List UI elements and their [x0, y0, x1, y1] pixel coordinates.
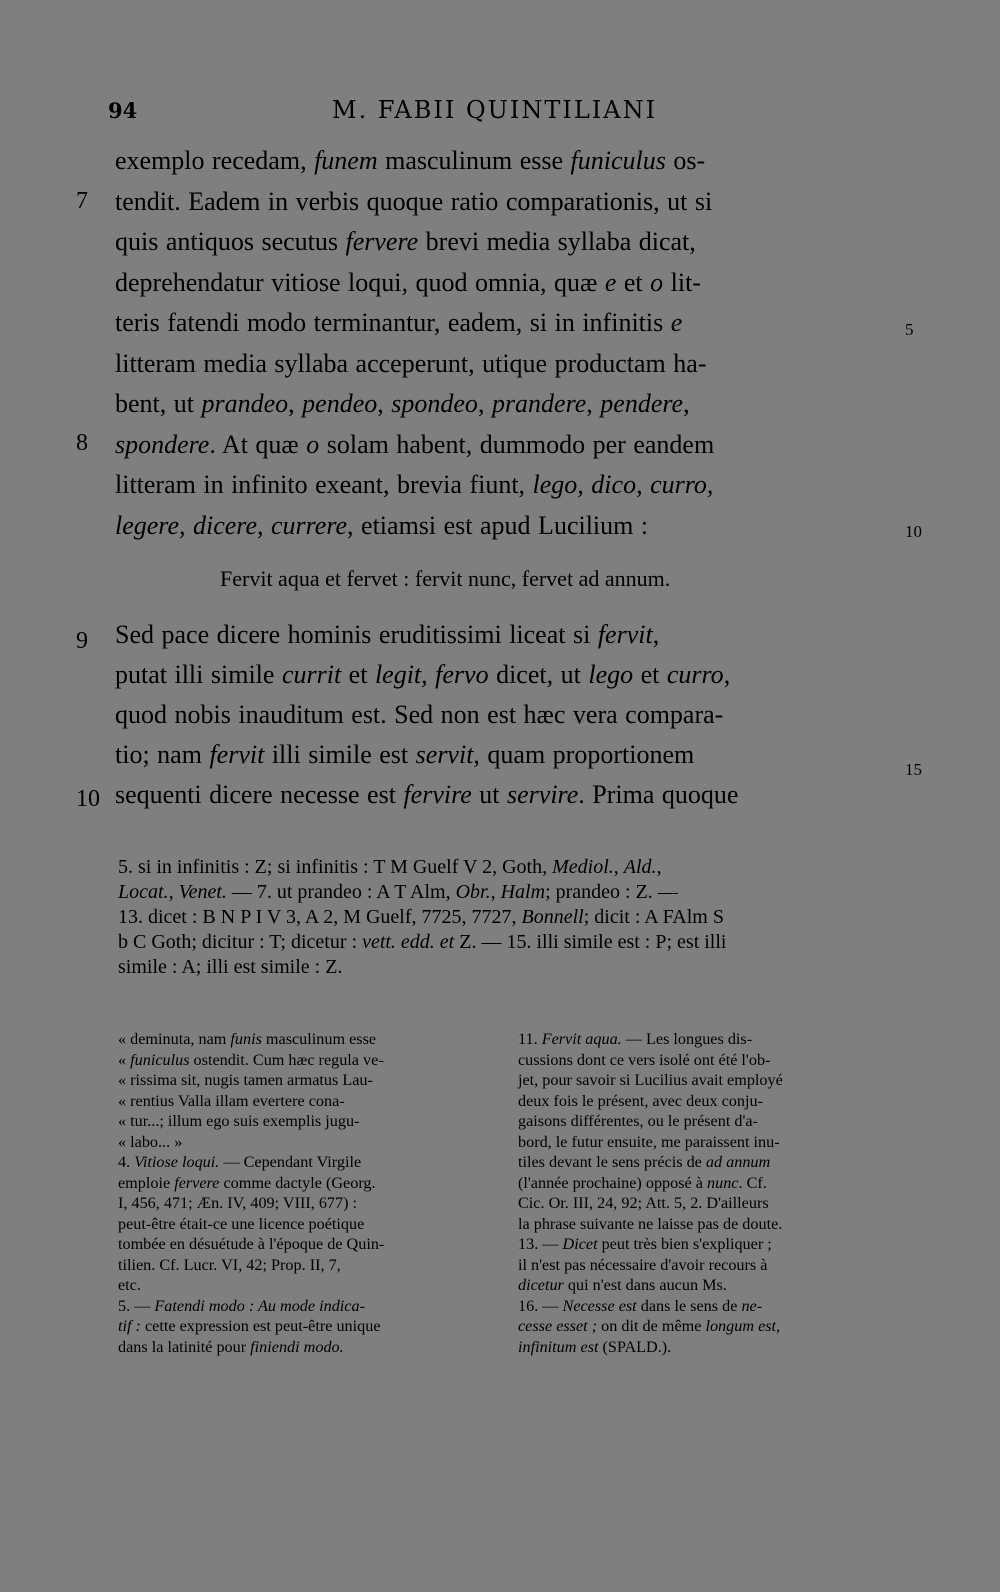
- text-line: [118, 1071, 373, 1090]
- text-segment: sequenti dicere necesse est: [115, 780, 404, 809]
- text-segment: funiculus: [570, 146, 666, 175]
- text-segment: Fervit aqua.: [541, 1030, 622, 1048]
- text-segment: funiculus: [130, 1050, 190, 1069]
- text-line: [115, 700, 723, 730]
- text-segment: prandere: [491, 389, 587, 418]
- text-segment: 4.: [118, 1153, 135, 1171]
- text-segment: et: [633, 660, 667, 689]
- text-segment: ,: [377, 389, 392, 418]
- text-segment: dicetur: [518, 1276, 564, 1294]
- text-line: [518, 1256, 767, 1275]
- text-line: [518, 1215, 782, 1234]
- text-line: [115, 620, 659, 650]
- text-segment: currit: [281, 660, 342, 689]
- text-line: [118, 931, 726, 954]
- text-segment: ; dicit : A FAlm S: [583, 906, 724, 928]
- text-segment: vett. edd. et: [362, 931, 455, 953]
- text-segment: longum est,: [705, 1317, 781, 1335]
- text-segment: « rissima sit, nugis tamen armatus Lau-: [118, 1071, 373, 1089]
- text-line: [518, 1133, 780, 1152]
- text-segment: infinitum est: [518, 1337, 599, 1356]
- text-line: [518, 1112, 758, 1131]
- margin-section-number: 8: [76, 430, 88, 456]
- text-line: [115, 349, 706, 379]
- text-segment: « rentius Valla illam evertere cona-: [118, 1091, 345, 1110]
- text-segment: Halm: [500, 881, 546, 903]
- text-line: [118, 1092, 345, 1111]
- text-segment: servit: [415, 740, 474, 769]
- text-line: [118, 1317, 381, 1336]
- text-line: [518, 1276, 727, 1295]
- text-segment: ,: [490, 881, 501, 903]
- text-segment: (SPALD.).: [598, 1337, 672, 1356]
- text-segment: finiendi modo.: [250, 1337, 344, 1356]
- text-segment: masculinum esse: [377, 146, 571, 175]
- text-segment: lit-: [663, 267, 701, 297]
- text-line: [115, 470, 713, 500]
- text-segment: 5. —: [118, 1296, 155, 1315]
- text-segment: brevi media syllaba dicat,: [418, 227, 696, 256]
- running-head: M. FABII QUINTILIANI: [332, 96, 658, 124]
- margin-line-number: 5: [905, 320, 914, 339]
- text-segment: quis antiquos secutus: [115, 227, 346, 256]
- text-segment: cette expression est peut-être unique: [140, 1317, 381, 1335]
- margin-section-number: 10: [76, 786, 100, 812]
- text-segment: pendere: [600, 389, 684, 418]
- text-segment: tendit. Eadem in verbis quoque ratio comparationis, ut si: [115, 186, 713, 216]
- text-segment: ,: [652, 620, 660, 649]
- text-line: [118, 1174, 376, 1193]
- text-segment: ne-: [741, 1296, 763, 1315]
- verse-quote: Fervit aqua et fervet : fervit nunc, fervet ad annum.: [220, 566, 671, 591]
- text-segment: comme dactyle (Georg.: [219, 1173, 376, 1192]
- text-segment: Fatendi modo : Au mode indica-: [154, 1296, 365, 1315]
- text-segment: deux fois le présent, avec deux conju-: [518, 1091, 763, 1110]
- text-segment: bent, ut: [115, 389, 202, 418]
- text-segment: dans la latinité pour: [118, 1337, 251, 1356]
- text-line: [118, 1215, 364, 1234]
- text-segment: ut: [471, 780, 508, 809]
- text-line: [518, 1338, 671, 1357]
- text-segment: (l'année prochaine) opposé à: [518, 1173, 707, 1192]
- text-line: [115, 780, 738, 810]
- text-segment: solam habent, dummodo per eandem: [319, 429, 715, 459]
- text-segment: spondere: [115, 429, 210, 459]
- text-line: [518, 1235, 772, 1254]
- text-segment: etc.: [118, 1276, 141, 1294]
- text-segment: servire: [507, 780, 579, 809]
- text-segment: «: [118, 1050, 131, 1069]
- text-line: [115, 430, 714, 460]
- text-segment: — Les longues dis-: [621, 1030, 753, 1048]
- text-segment: ,: [613, 856, 624, 878]
- text-segment: ,: [477, 389, 492, 418]
- text-line: [518, 1071, 783, 1090]
- text-segment: . Cf.: [738, 1173, 767, 1192]
- text-segment: nunc: [707, 1173, 739, 1192]
- text-segment: tiles devant le sens précis de: [518, 1153, 706, 1171]
- text-line: [118, 1194, 357, 1213]
- text-segment: Locat.: [118, 881, 169, 903]
- text-segment: et: [341, 660, 375, 689]
- text-segment: Vitiose loqui.: [134, 1153, 220, 1171]
- text-segment: , quam proportionem: [473, 740, 695, 769]
- text-line: [118, 1276, 141, 1295]
- text-segment: « tur...; illum ego suis exemplis jugu-: [118, 1112, 360, 1130]
- text-segment: funis: [230, 1030, 262, 1048]
- text-segment: fervire: [403, 780, 472, 809]
- text-segment: 13. dicet : B N P I V 3, A 2, M Guelf, 7725, 7727,: [118, 906, 522, 928]
- text-line: [118, 956, 342, 979]
- text-segment: b C Goth; dicitur : T; dicetur :: [118, 931, 363, 953]
- text-segment: pendeo: [302, 389, 378, 418]
- text-segment: 11.: [518, 1030, 542, 1048]
- text-line: [115, 268, 701, 298]
- text-line: [118, 1153, 361, 1172]
- text-segment: il n'est pas nécessaire d'avoir recours à: [518, 1255, 768, 1274]
- text-segment: exemplo recedam,: [115, 146, 315, 175]
- text-line: [115, 227, 696, 257]
- text-line: [115, 740, 694, 770]
- text-segment: os-: [665, 146, 706, 175]
- text-segment: lego: [588, 660, 634, 689]
- text-segment: — 7. ut prandeo : A T Alm,: [226, 881, 456, 903]
- text-segment: ,: [168, 881, 179, 903]
- text-segment: fervere: [345, 227, 419, 256]
- text-line: [118, 1338, 344, 1357]
- text-segment: cesse esset ;: [518, 1317, 598, 1335]
- text-segment: « labo... »: [118, 1132, 183, 1151]
- text-line: [518, 1194, 769, 1213]
- text-segment: tombée en désuétude à l'époque de Quin-: [118, 1235, 385, 1253]
- text-segment: tio; nam: [115, 740, 210, 769]
- text-segment: lego, dico, curro,: [532, 470, 714, 499]
- text-segment: . Prima quoque: [578, 780, 739, 809]
- text-segment: teris fatendi modo terminantur, eadem, si in infinitis: [115, 308, 671, 337]
- text-segment: ,: [586, 389, 601, 418]
- text-segment: , etiamsi est apud Lucilium :: [347, 510, 649, 540]
- text-segment: . At quæ: [209, 429, 307, 459]
- text-segment: e: [670, 308, 683, 337]
- text-line: [115, 511, 648, 541]
- text-segment: spondeo: [391, 389, 478, 418]
- text-segment: Sed pace dicere hominis eruditissimi liceat si: [115, 620, 598, 649]
- text-segment: ad annum: [705, 1153, 771, 1171]
- text-line: [115, 146, 705, 176]
- text-segment: qui n'est dans aucun Ms.: [563, 1276, 727, 1294]
- text-line: [118, 1133, 182, 1152]
- text-line: [118, 1297, 365, 1316]
- text-segment: 16. —: [518, 1296, 563, 1315]
- text-segment: Cic. Or. III, 24, 92; Att. 5, 2. D'ailleurs: [518, 1194, 769, 1212]
- text-segment: dicet, ut: [488, 660, 589, 689]
- text-line: [518, 1153, 770, 1172]
- text-segment: « deminuta, nam: [118, 1030, 231, 1048]
- text-segment: peut très bien s'expliquer ;: [597, 1235, 772, 1253]
- text-line: [115, 308, 682, 338]
- text-segment: cussions dont ce vers isolé ont été l'ob-: [518, 1050, 771, 1069]
- text-line: [518, 1297, 762, 1316]
- text-segment: emploie: [118, 1173, 175, 1192]
- text-segment: legit, fervo: [374, 660, 489, 689]
- text-segment: prandeo: [201, 389, 289, 418]
- text-segment: la phrase suivante ne laisse pas de doute.: [518, 1214, 783, 1233]
- text-segment: ; prandeo : Z. —: [545, 881, 678, 903]
- text-segment: et: [616, 267, 651, 297]
- text-segment: Venet.: [178, 881, 227, 903]
- text-line: [115, 389, 690, 419]
- margin-line-number: 15: [905, 760, 922, 779]
- text-segment: simile : A; illi est simile : Z.: [118, 956, 343, 978]
- text-segment: fervit: [209, 740, 265, 769]
- text-segment: Necesse est: [562, 1296, 637, 1315]
- text-segment: tilien. Cf. Lucr. VI, 42; Prop. II, 7,: [118, 1255, 341, 1274]
- text-line: [115, 187, 712, 217]
- text-segment: I, 456, 471; Æn. IV, 409; VIII, 677) :: [118, 1194, 358, 1212]
- text-line: [518, 1092, 763, 1111]
- text-line: [518, 1174, 767, 1193]
- text-line: [118, 881, 678, 904]
- margin-section-number: 7: [76, 188, 88, 214]
- page-number: 94: [108, 98, 138, 123]
- text-segment: e: [604, 267, 617, 297]
- text-segment: fervit: [597, 620, 653, 649]
- text-segment: gaisons différentes, ou le présent d'a-: [518, 1112, 758, 1130]
- text-segment: legere, dicere, currere: [115, 510, 348, 540]
- text-segment: peut-être était-ce une licence poétique: [118, 1214, 365, 1233]
- text-segment: ,: [656, 856, 662, 878]
- text-segment: ,: [683, 389, 690, 418]
- text-line: [115, 660, 730, 690]
- text-segment: ,: [723, 660, 731, 689]
- text-segment: litteram in infinito exeant, brevia fiunt,: [115, 470, 533, 499]
- text-segment: o: [650, 267, 664, 297]
- text-segment: dans le sens de: [636, 1296, 742, 1315]
- text-segment: ,: [288, 389, 303, 418]
- text-line: [118, 1256, 341, 1275]
- text-segment: ostendit. Cum hæc regula ve-: [189, 1050, 384, 1069]
- text-segment: bord, le futur ensuite, me paraissent inu-: [518, 1132, 780, 1151]
- text-segment: 5. si in infinitis : Z; si infinitis : T M Guelf V 2, Goth,: [118, 856, 553, 878]
- text-segment: 13. —: [518, 1235, 563, 1253]
- text-segment: Mediol.: [552, 856, 614, 878]
- text-segment: deprehendatur vitiose loqui, quod omnia, quæ: [115, 267, 605, 297]
- text-line: [118, 1235, 384, 1254]
- text-segment: on dit de même: [597, 1317, 706, 1335]
- text-line: [118, 1112, 359, 1131]
- margin-section-number: 9: [76, 628, 88, 654]
- text-line: [118, 906, 724, 929]
- text-segment: litteram media syllaba acceperunt, utique productam ha-: [115, 348, 707, 378]
- text-segment: Bonnell: [521, 906, 584, 928]
- text-segment: masculinum esse: [261, 1030, 377, 1048]
- text-segment: curro: [666, 660, 724, 689]
- text-segment: funem: [314, 146, 378, 175]
- text-segment: jet, pour savoir si Lucilius avait employé: [518, 1071, 783, 1089]
- margin-line-number: 10: [905, 522, 922, 541]
- text-segment: putat illi simile: [115, 660, 282, 689]
- text-segment: fervere: [174, 1173, 220, 1192]
- text-segment: o: [306, 429, 320, 459]
- text-segment: tif :: [118, 1317, 141, 1335]
- text-line: [518, 1030, 752, 1049]
- text-segment: Obr.: [455, 881, 491, 903]
- text-segment: — Cependant Virgile: [219, 1153, 362, 1171]
- text-segment: quod nobis inauditum est. Sed non est hæc vera compara-: [115, 700, 724, 729]
- text-line: [518, 1051, 770, 1070]
- text-segment: Z. — 15. illi simile est : P; est illi: [454, 931, 727, 953]
- text-segment: Ald.: [623, 856, 657, 878]
- text-line: [518, 1317, 780, 1336]
- text-line: [118, 1051, 384, 1070]
- text-line: [118, 1030, 376, 1049]
- text-segment: Dicet: [562, 1235, 598, 1253]
- text-segment: illi simile est: [264, 740, 416, 769]
- text-line: [118, 856, 662, 879]
